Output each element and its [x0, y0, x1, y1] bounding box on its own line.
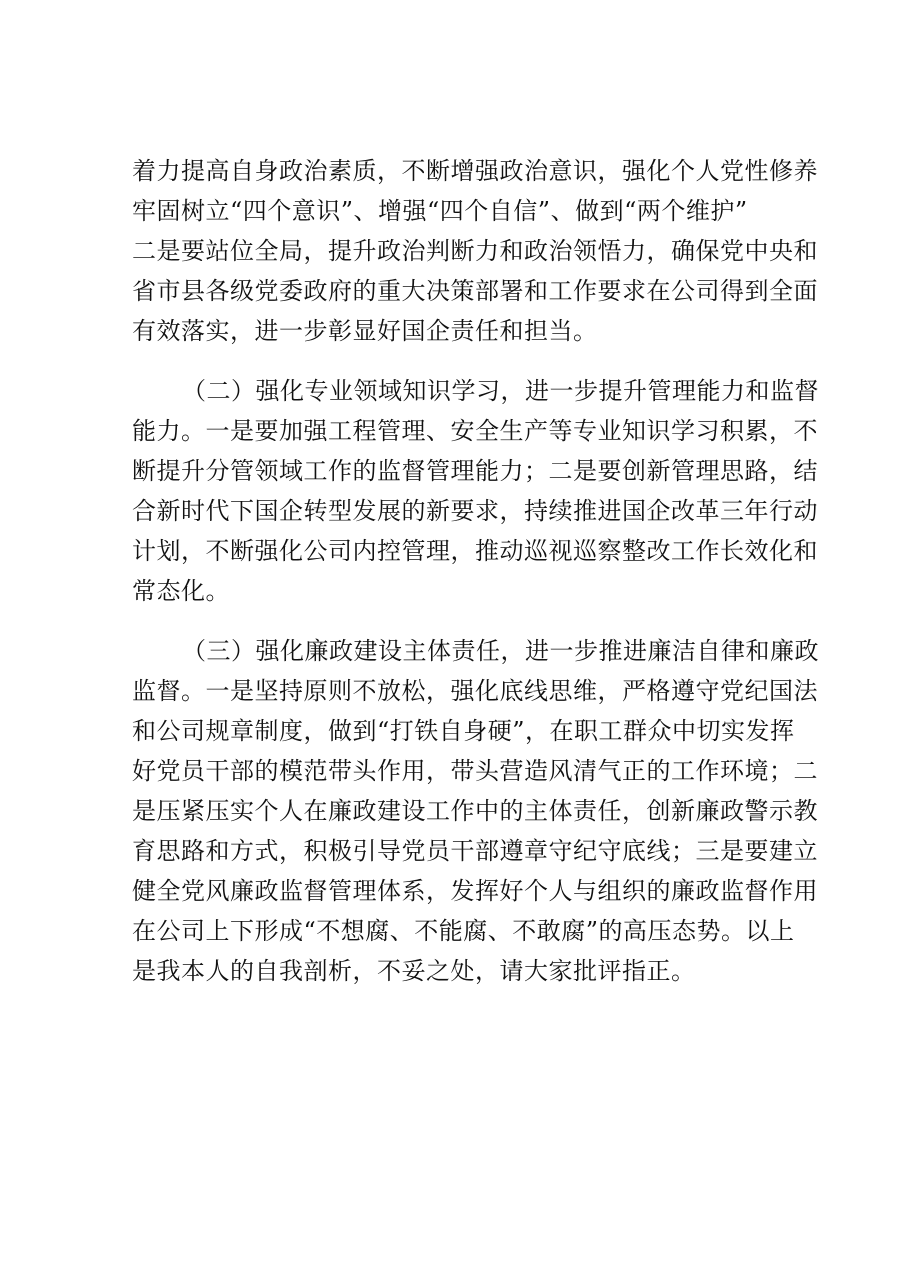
- text-line: 好党员干部的模范带头作用，带头营造风清气正的工作环境；二: [132, 757, 818, 785]
- text-line: 二是要站位全局，提升政治判断力和政治领悟力，确保党中央和: [132, 237, 818, 265]
- text-line: 省市县各级党委政府的重大决策部署和工作要求在公司得到全面: [132, 277, 818, 305]
- text-line: 常态化。: [132, 577, 230, 605]
- document-body: [132, 151, 819, 991]
- text-line: （三）强化廉政建设主体责任，进一步推进廉洁自律和廉政: [182, 637, 819, 665]
- paragraph-gap: [132, 611, 812, 631]
- text-line: 是我本人的自我剖析，不妥之处，请大家批评指正。: [132, 957, 696, 985]
- text-line: 监督。一是坚持原则不放松，强化底线思维，严格遵守党纪国法: [132, 677, 818, 705]
- text-line: （二）强化专业领域知识学习，进一步提升管理能力和监督: [182, 377, 819, 405]
- text-line: 计划，不断强化公司内控管理，推动巡视巡察整改工作长效化和: [132, 537, 818, 565]
- text-line: 健全党风廉政监督管理体系，发挥好个人与组织的廉政监督作用: [132, 877, 818, 905]
- text-line: 能力。一是要加强工程管理、安全生产等专业知识学习积累，不: [132, 417, 818, 445]
- text-line: 有效落实，进一步彰显好国企责任和担当。: [132, 317, 598, 345]
- text-line: 是压紧压实个人在廉政建设工作中的主体责任，创新廉政警示教: [132, 797, 818, 825]
- text-line: 断提升分管领域工作的监督管理能力；二是要创新管理思路，结: [132, 457, 818, 485]
- text-line: 和公司规章制度，做到“打铁自身硬”，在职工群众中切实发挥: [132, 717, 795, 745]
- text-line: 着力提高自身政治素质，不断增强政治意识，强化个人党性修养: [132, 157, 818, 185]
- paragraph-professional-knowledge: [132, 371, 819, 611]
- text-line: 育思路和方式，积极引导党员干部遵章守纪守底线；三是要建立: [132, 837, 818, 865]
- text-line: 合新时代下国企转型发展的新要求，持续推进国企改革三年行动: [132, 497, 818, 525]
- paragraph-integrity-responsibility: [132, 631, 819, 991]
- text-line: 牢固树立“四个意识”、增强“四个自信”、做到“两个维护”: [132, 197, 748, 225]
- text-line: 在公司上下形成“不想腐、不能腐、不敢腐”的高压态势。以上: [132, 917, 795, 945]
- paragraph-political-quality: [132, 151, 818, 351]
- paragraph-gap: [132, 351, 812, 371]
